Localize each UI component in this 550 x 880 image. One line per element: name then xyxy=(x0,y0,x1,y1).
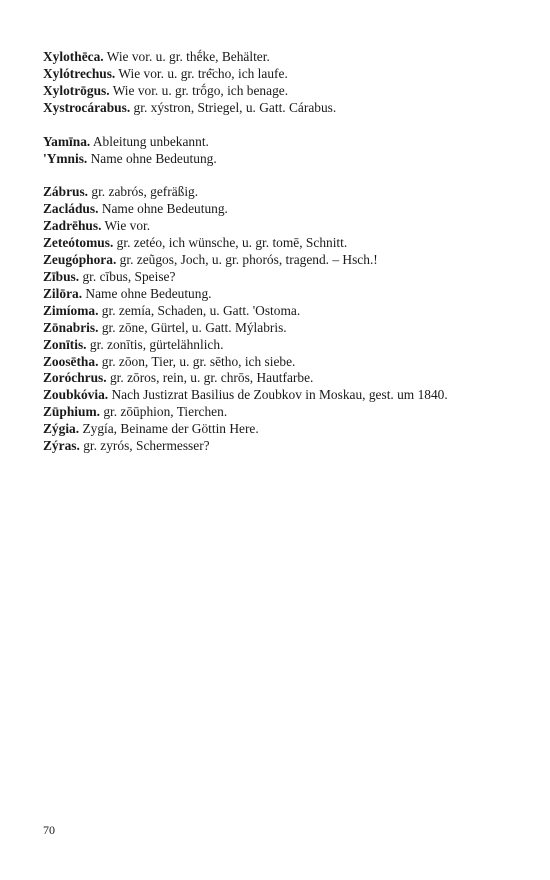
entry-definition: gr. zyrós, Schermesser? xyxy=(83,438,210,454)
entry-definition: gr. xýstron, Striegel, u. Gatt. Cárabus. xyxy=(133,99,337,115)
glossary-entry xyxy=(43,49,503,66)
glossary-entry xyxy=(43,387,503,404)
entry-definition: gr. zōūphion, Tierchen. xyxy=(103,404,228,420)
entry-term: Yamīna. xyxy=(43,133,91,149)
entry-definition: gr. zemía, Schaden, u. Gatt. 'Ostoma. xyxy=(101,302,301,318)
entry-term: Zeugóphora. xyxy=(43,252,117,268)
entry-term: Zimíoma. xyxy=(43,302,99,318)
entry-definition: Name ohne Bedeutung. xyxy=(85,285,212,301)
entry-definition: Wie vor. u. gr. trṓgo, ich benage. xyxy=(112,82,289,98)
glossary-entry xyxy=(43,438,503,455)
entry-term: Zoosētha. xyxy=(43,353,99,369)
glossary-entry xyxy=(43,201,503,218)
entry-definition: Name ohne Bedeutung. xyxy=(90,150,217,166)
entry-group xyxy=(43,134,503,168)
entry-term: Xystrocárabus. xyxy=(43,99,131,115)
entry-term: Xylotrōgus. xyxy=(43,82,110,98)
entry-group xyxy=(43,184,503,455)
entry-term: Zacládus. xyxy=(43,201,99,217)
entry-term: Zoubkóvia. xyxy=(43,387,109,403)
glossary-entry xyxy=(43,303,503,320)
entry-definition: gr. zōros, rein, u. gr. chrōs, Hautfarbe. xyxy=(109,370,314,386)
entry-definition: gr. zeũgos, Joch, u. gr. phorós, tragend. – Hsch.! xyxy=(119,252,378,268)
entry-definition: Name ohne Bedeutung. xyxy=(101,201,228,217)
entry-definition: gr. zabrós, gefräßig. xyxy=(91,184,199,200)
entry-term: 'Ymnis. xyxy=(43,150,88,166)
glossary-entry xyxy=(43,83,503,100)
entry-term: Zilōra. xyxy=(43,285,83,301)
entry-definition: gr. zōon, Tier, u. gr. sētho, ich siebe. xyxy=(101,353,296,369)
entry-term: Zábrus. xyxy=(43,184,89,200)
entry-definition: Wie vor. xyxy=(104,218,151,234)
glossary-entry xyxy=(43,134,503,151)
glossary-entry xyxy=(43,252,503,269)
glossary-entry xyxy=(43,269,503,286)
glossary-entry xyxy=(43,151,503,168)
entry-term: Zýras. xyxy=(43,438,80,454)
glossary-entry xyxy=(43,286,503,303)
entry-term: Xylothēca. xyxy=(43,49,104,64)
entry-term: Zoróchrus. xyxy=(43,370,107,386)
entry-term: Zūphium. xyxy=(43,404,100,420)
entry-term: Zonītis. xyxy=(43,336,87,352)
entry-term: Zýgia. xyxy=(43,421,80,437)
page-number: 70 xyxy=(43,823,55,837)
entry-definition: Ableitung unbekannt. xyxy=(92,133,209,149)
entry-term: Zībus. xyxy=(43,268,80,284)
glossary-entry xyxy=(43,354,503,371)
glossary-entry xyxy=(43,218,503,235)
glossary-entry xyxy=(43,370,503,387)
entry-term: Xylótrechus. xyxy=(43,65,116,81)
entry-term: Zeteótomus. xyxy=(43,235,114,251)
glossary-entry xyxy=(43,235,503,252)
entry-term: Zadrēhus. xyxy=(43,218,102,234)
entry-group xyxy=(43,49,503,117)
entry-definition: Wie vor. u. gr. thḗke, Behälter. xyxy=(106,49,270,64)
entry-definition: gr. zōne, Gürtel, u. Gatt. Mýlabris. xyxy=(101,319,287,335)
glossary-entry xyxy=(43,421,503,438)
entry-definition: gr. zonītis, gürtelähnlich. xyxy=(89,336,224,352)
entry-definition: Zygía, Beiname der Göttin Here. xyxy=(82,421,259,437)
entry-definition: gr. zetéo, ich wünsche, u. gr. tomē, Schnitt. xyxy=(116,235,348,251)
glossary-entry xyxy=(43,184,503,201)
glossary-entry xyxy=(43,66,503,83)
glossary-entry xyxy=(43,100,503,117)
glossary-entry xyxy=(43,337,503,354)
entry-term: Zōnabris. xyxy=(43,319,99,335)
glossary-entry xyxy=(43,320,503,337)
glossary-entry xyxy=(43,404,503,421)
entry-definition: gr. cībus, Speise? xyxy=(82,268,176,284)
entry-definition: Wie vor. u. gr. tré̄cho, ich laufe. xyxy=(118,65,288,81)
entry-definition: Nach Justizrat Basilius de Zoubkov in Moskau, gest. um 1840. xyxy=(111,387,448,403)
glossary-entries xyxy=(43,49,503,472)
